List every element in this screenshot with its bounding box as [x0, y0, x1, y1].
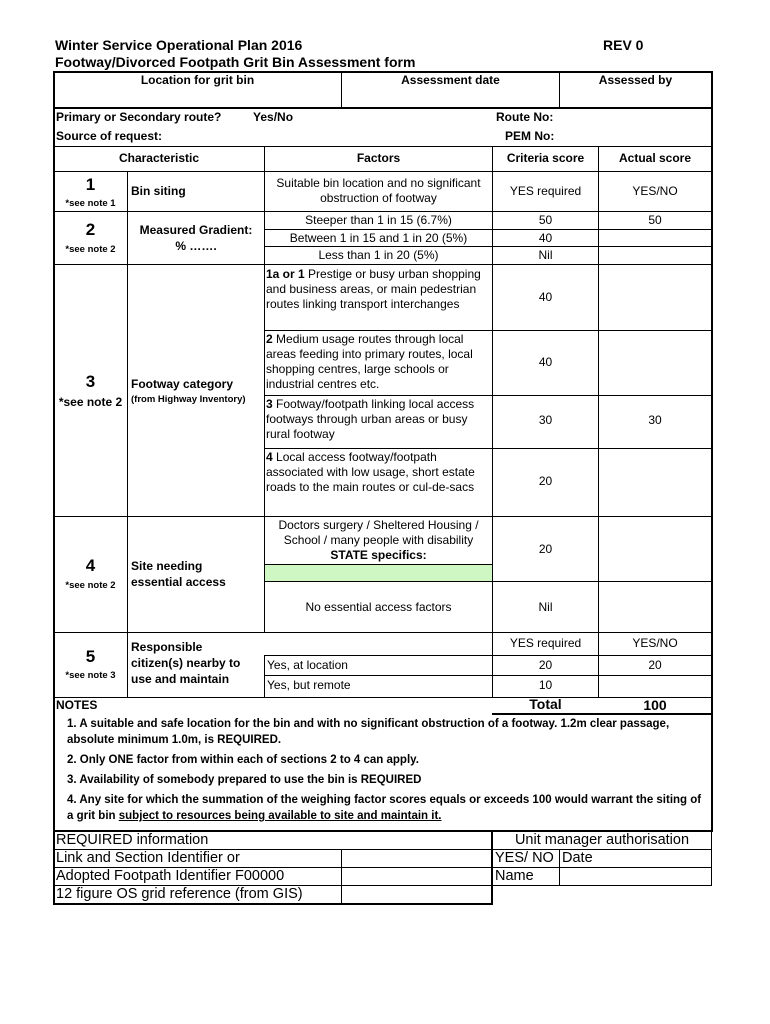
row-1-actual[interactable]: YES/NO — [632, 184, 678, 198]
gradient-criteria-1: 50 — [538, 213, 553, 227]
footway-category-3-factor: 3 Footway/footpath linking local access footways through urban areas or busy rural footway — [266, 397, 475, 441]
gradient-criteria-3: Nil — [538, 248, 553, 262]
criteria-score-header: Criteria score — [506, 151, 585, 165]
os-grid-reference-input[interactable] — [343, 886, 490, 902]
note-3: 3. Availability of somebody prepared to use the bin is REQUIRED — [67, 774, 422, 786]
factors-header: Factors — [356, 151, 401, 165]
gradient-factor-steep: Steeper than 1 in 15 (6.7%) — [305, 213, 452, 227]
primary-secondary-route-answer[interactable]: Yes/No — [253, 110, 294, 124]
responsible-citizen-line1: Responsible — [131, 640, 203, 654]
form-title-line1: Winter Service Operational Plan 2016 — [55, 37, 303, 53]
primary-secondary-route-question: Primary or Secondary route? — [56, 110, 222, 124]
authorisation-name-label: Name — [495, 868, 534, 884]
row-4-note-ref: *see note 2 — [65, 580, 116, 591]
citizen-factor-at-location: Yes, at location — [267, 658, 348, 672]
footway-criteria-1: 40 — [538, 290, 553, 304]
assessment-date-input[interactable] — [344, 88, 557, 106]
footway-category-source: (from Highway Inventory) — [131, 394, 246, 405]
citizen-criteria-0: YES required — [509, 636, 582, 650]
characteristic-header: Characteristic — [118, 151, 200, 165]
citizen-actual-1[interactable]: 20 — [648, 658, 662, 672]
citizen-actual-0[interactable]: YES/NO — [632, 636, 678, 650]
footway-criteria-4: 20 — [538, 474, 553, 488]
authorisation-yes-no[interactable]: YES/ NO — [495, 850, 554, 866]
footway-actual-3[interactable]: 30 — [648, 413, 662, 427]
os-grid-reference-label: 12 figure OS grid reference (from GIS) — [56, 886, 303, 902]
row-2-note-ref: *see note 2 — [65, 244, 116, 255]
route-no-label: Route No: — [496, 110, 554, 124]
row-1-factor: Suitable bin location and no significant obstruction of footway — [276, 176, 481, 205]
form-title-line2: Footway/Divorced Footpath Grit Bin Assessment form — [55, 54, 416, 70]
bin-siting-label: Bin siting — [131, 184, 186, 198]
footway-category-2-factor: 2 Medium usage routes through local areas feeding into primary routes, local shopping centres, large schools or industrial centres etc. — [266, 332, 473, 391]
citizen-criteria-1: 20 — [538, 658, 553, 672]
citizen-factor-remote: Yes, but remote — [267, 678, 351, 692]
row-3-number: 3 — [85, 372, 96, 391]
actual-score-header: Actual score — [618, 151, 692, 165]
row-1-number: 1 — [85, 175, 96, 194]
location-for-grit-bin-label: Location for grit bin — [140, 73, 255, 87]
gradient-criteria-2: 40 — [538, 231, 553, 245]
link-section-identifier-input[interactable] — [343, 850, 490, 866]
essential-access-criteria-2: Nil — [538, 600, 553, 614]
unit-manager-authorisation-heading: Unit manager authorisation — [514, 832, 690, 848]
footway-criteria-2: 40 — [538, 355, 553, 369]
note-4-underlined: subject to resources being available to site and maintain it. — [118, 810, 442, 822]
notes-heading: NOTES — [56, 698, 98, 712]
note-2: 2. Only ONE factor from within each of sections 2 to 4 can apply. — [67, 754, 419, 766]
row-2-number: 2 — [85, 220, 96, 239]
no-essential-access-factor: No essential access factors — [305, 600, 452, 614]
gradient-factor-less: Less than 1 in 20 (5%) — [318, 248, 439, 262]
footway-category-4-factor: 4 Local access footway/footpath associated with low usage, short estate roads to the main routes or cul-de-sacs — [266, 450, 475, 494]
row-4-number: 4 — [85, 556, 96, 575]
adopted-footpath-identifier-input[interactable] — [343, 868, 490, 884]
footway-criteria-3: 30 — [538, 413, 553, 427]
essential-access-criteria-1: 20 — [538, 542, 553, 556]
gradient-factor-between: Between 1 in 15 and 1 in 20 (5%) — [289, 231, 468, 245]
required-information-heading: REQUIRED information — [56, 832, 209, 848]
state-specifics-field[interactable] — [265, 565, 492, 581]
row-1-criteria: YES required — [509, 184, 582, 198]
authorisation-name-input[interactable] — [561, 868, 710, 884]
assessment-date-label: Assessment date — [401, 73, 500, 87]
pem-no-label: PEM No: — [505, 129, 555, 143]
location-input[interactable] — [56, 88, 339, 106]
responsible-citizen-line2: citizen(s) nearby to — [131, 656, 241, 670]
authorisation-date-label: Date — [562, 850, 593, 866]
note-4: 4. Any site for which the summation of the weighing factor scores equals or exceeds 100 would warrant the siting of a grit bin subject to resources being available to site and maintain it. — [67, 794, 702, 822]
row-3-note-ref: *see note 2 — [58, 395, 123, 409]
note-1: 1. A suitable and safe location for the bin and with no significant obstruction of a footway. 1.2m clear passage, absolute minimum 1.0m, is REQUIRED. — [67, 718, 670, 746]
citizen-criteria-2: 10 — [538, 678, 553, 692]
revision-label: REV 0 — [603, 37, 644, 53]
responsible-citizen-line3: use and maintain — [131, 672, 230, 686]
row-1-note-ref: *see note 1 — [65, 198, 116, 209]
gradient-actual-1[interactable]: 50 — [648, 213, 662, 227]
assessed-by-label: Assessed by — [598, 73, 673, 87]
footway-category-1a-factor: 1a or 1 Prestige or busy urban shopping and business areas, or main pedestrian routes linking transport interchanges — [266, 267, 481, 311]
state-specifics-label: STATE specifics: — [330, 548, 427, 562]
row-5-number: 5 — [85, 647, 96, 666]
essential-access-factor: Doctors surgery / Sheltered Housing / School / many people with disability — [278, 518, 479, 547]
total-value: 100 — [643, 697, 667, 713]
measured-gradient-value[interactable]: % ……. — [175, 239, 217, 253]
row-5-note-ref: *see note 3 — [65, 670, 116, 681]
total-label: Total — [529, 696, 562, 712]
adopted-footpath-identifier-label: Adopted Footpath Identifier F00000 — [56, 868, 285, 884]
footway-category-label: Footway category — [131, 377, 234, 391]
source-of-request-label: Source of request: — [56, 129, 163, 143]
assessed-by-input[interactable] — [562, 88, 709, 106]
site-needing-label: Site needing — [131, 559, 203, 573]
measured-gradient-label: Measured Gradient: — [139, 223, 253, 237]
link-section-identifier-label: Link and Section Identifier or — [56, 850, 240, 866]
essential-access-label: essential access — [131, 575, 226, 589]
